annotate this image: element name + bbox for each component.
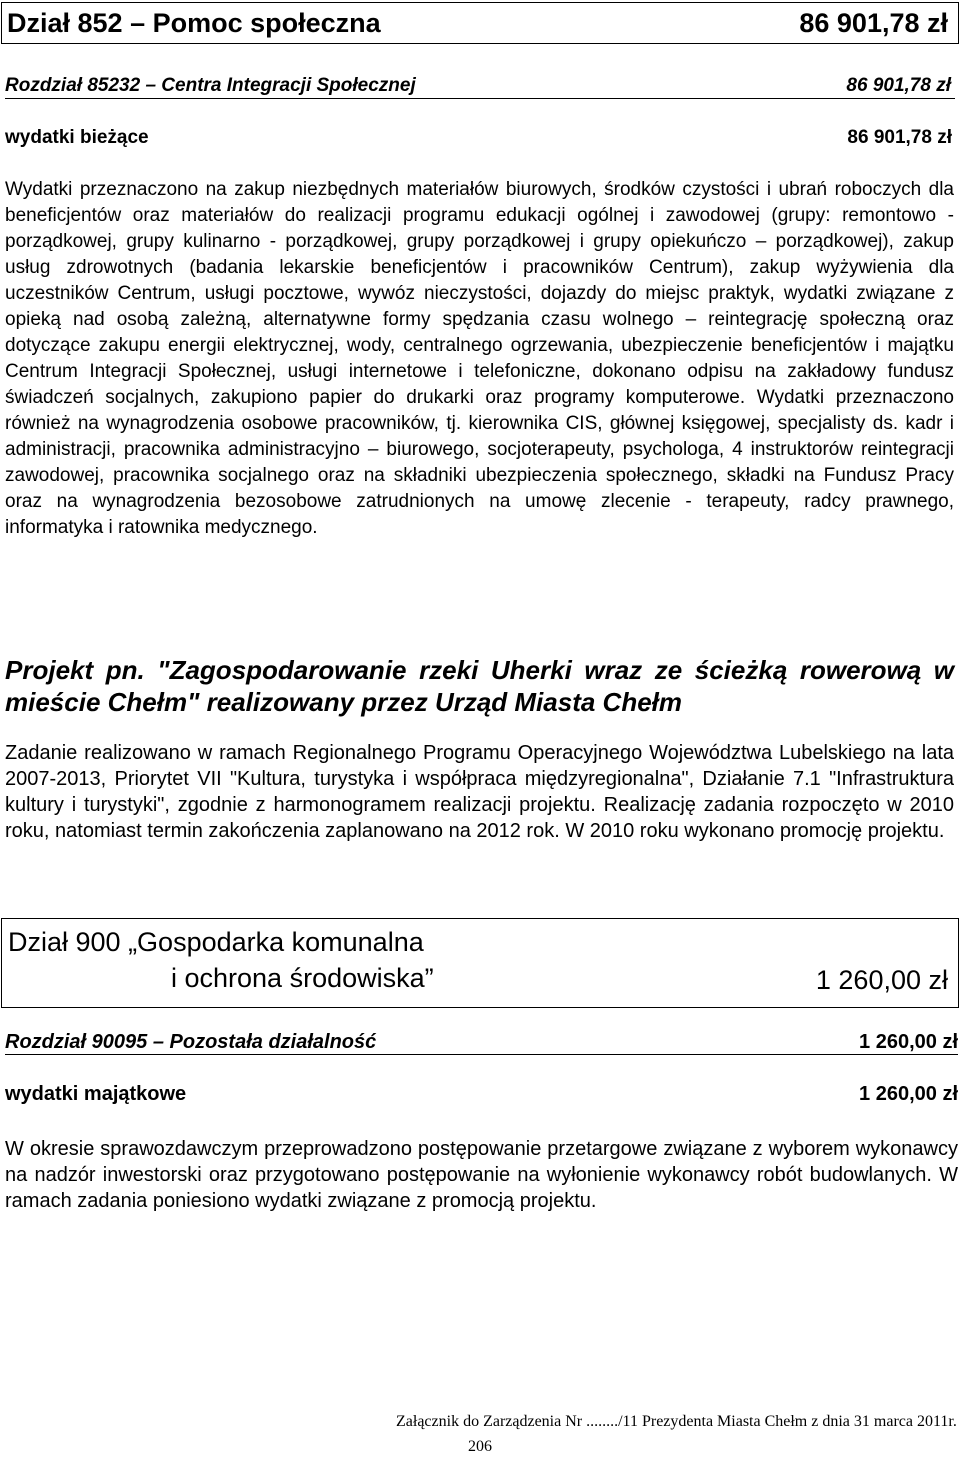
- project-description: Zadanie realizowano w ramach Regionalnego Programu Operacyjnego Województwa Lubelskiego na lata 2007-2013, Priorytet VII "Kultura, turystyka i współpraca międzyregionalna", Działanie 7.1 "Infrastruktura kultury i turystyki", zgodnie z harmonogramem realizacji projektu. Realizację zadania rozpoczęto w 2010 roku, natomiast termin zakończenia zaplanowano na 2012 rok. W 2010 roku wykonano promocję projektu.: [5, 742, 954, 842]
- section-900-header: [1, 918, 959, 1008]
- section-852-amount: 86 901,78 zł: [799, 8, 948, 38]
- section-900-amount: 1 260,00 zł: [815, 965, 948, 995]
- footer-note: Załącznik do Zarządzenia Nr ......../11 Prezydenta Miasta Chełm z dnia 31 marca 2011r.: [396, 1413, 957, 1430]
- section-852-title: Dział 852 – Pomoc społeczna: [7, 8, 381, 38]
- section-900-description: W okresie sprawozdawczym przeprowadzono postępowanie przetargowe związane z wyborem wykonawcy na nadzór inwestorski oraz przygotowano postępowanie na wyłonienie wykonawcy robót budowlanych. W ramach zadania poniesiono wydatki związane z promocją projektu.: [5, 1138, 958, 1212]
- capital-expenses-amount: 1 260,00 zł: [859, 1083, 958, 1105]
- capital-expenses-row: [5, 1082, 958, 1106]
- page-number: 206: [468, 1438, 492, 1455]
- chapter-85232-title: Rozdział 85232 – Centra Integracji Społecznej: [5, 75, 416, 96]
- section-852-description: Wydatki przeznaczono na zakup niezbędnych materiałów biurowych, środków czystości i ubrań roboczych dla beneficjentów oraz materiałów do realizacji programu edukacji ogólnej i zawodowej (grupy: remontowo - porządkowej, grupy kulinarno - porządkowej, grupy porządkowej i grupy opiekuńczo – porządkowej), zakup usług zdrowotnych (badania lekarskie beneficjentów i pracowników Centrum), zakup wyżywienia dla uczestników Centrum, usługi pocztowe, wywóz nieczystości, dojazdy do miejsc praktyk, wydatki związane z opieką nad osobą zależną, alternatywne formy spędzania czasu wolnego – reintegrację społeczną oraz dotyczące zakupu energii elektrycznej, wody, centralnego ogrzewania, ubezpieczenie beneficjentów i majątku Centrum Integracji Społecznej, usługi internetowe i telefoniczne, dokonano odpisu na zakładowy fundusz świadczeń socjalnych, zakupiono papier do drukarki oraz programy komputerowe. Wydatki przeznaczono również na wynagrodzenia osobowe pracowników, tj. kierownika CIS, głównej księgowej, specjalisty ds. kadr i administracji, pracownika administracyjno – biurowego, socjoterapeuty, psychologa, 4 instruktorów reintegracji zawodowej, pracownika socjalnego oraz na składniki ubezpieczenia społecznego, składki na Fundusz Pracy oraz na wynagrodzenia bezosobowe zatrudnionych na umowę zlecenie - terapeuty, radcy prawnego, informatyka i ratownika medycznego.: [5, 179, 954, 538]
- section-900-title-line1: Dział 900 „Gospodarka komunalna: [8, 927, 424, 957]
- chapter-85232-row: [5, 74, 955, 99]
- chapter-90095-amount: 1 260,00 zł: [859, 1031, 958, 1053]
- chapter-85232-amount: 86 901,78 zł: [846, 75, 951, 96]
- project-title: Projekt pn. "Zagospodarowanie rzeki Uherki wraz ze ścieżką rowerową w mieście Chełm" realizowany przez Urząd Miasta Chełm: [5, 655, 954, 717]
- current-expenses-row: [5, 126, 954, 150]
- current-expenses-label: wydatki bieżące: [5, 127, 149, 148]
- section-900-title-line2: i ochrona środowiska”: [171, 963, 434, 993]
- section-852-header: [1, 2, 959, 44]
- chapter-90095-title: Rozdział 90095 – Pozostała działalność: [5, 1031, 377, 1053]
- chapter-90095-row: [5, 1030, 958, 1055]
- current-expenses-amount: 86 901,78 zł: [847, 127, 952, 148]
- capital-expenses-label: wydatki majątkowe: [5, 1083, 187, 1105]
